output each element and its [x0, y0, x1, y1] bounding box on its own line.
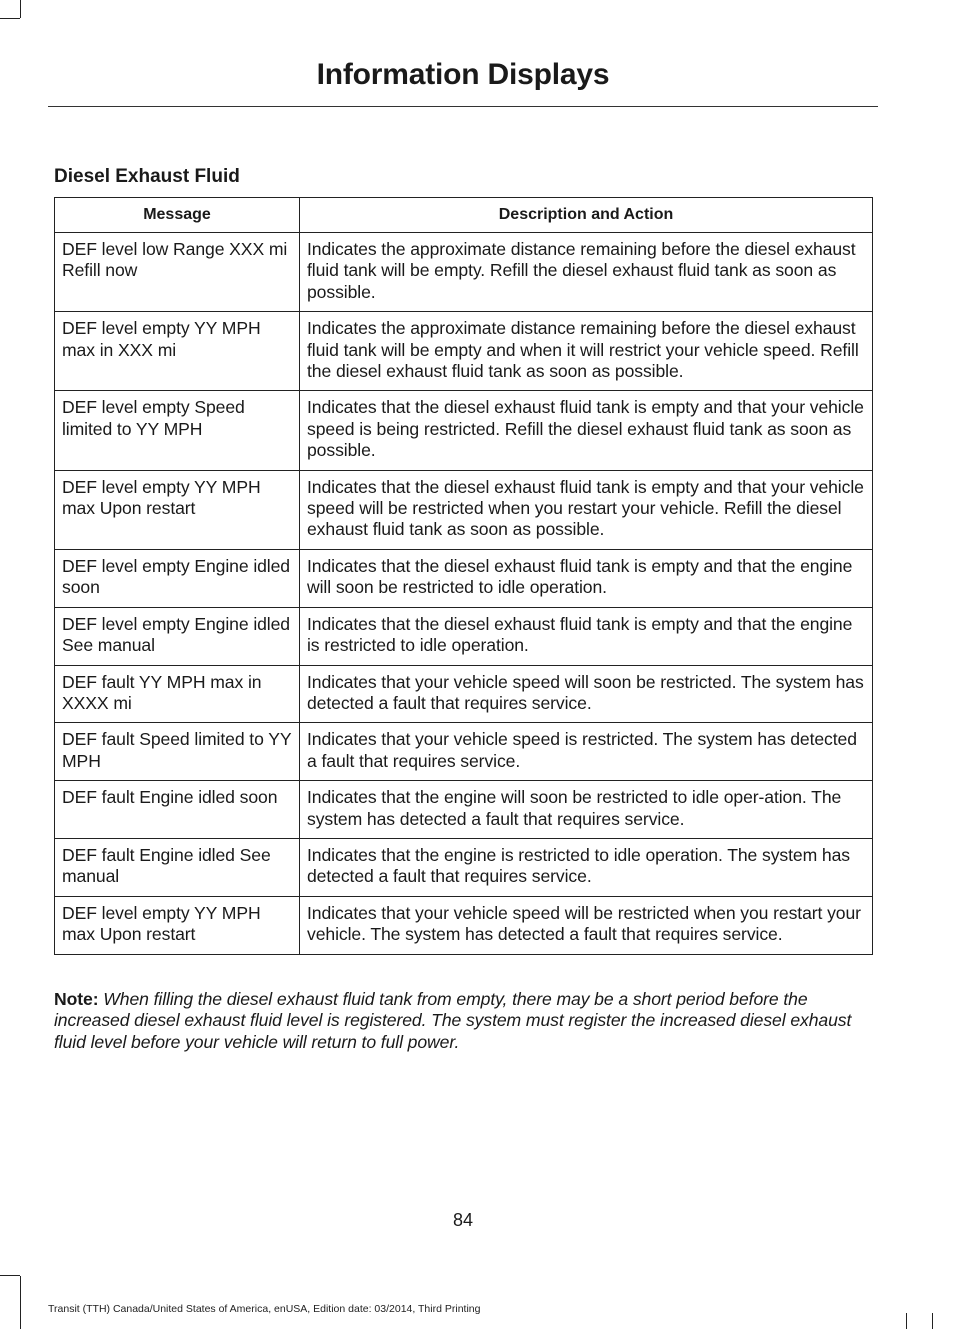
page-title: Information Displays [316, 58, 610, 91]
message-cell: DEF level empty Engine idled soon [55, 549, 300, 607]
note-text: When filling the diesel exhaust fluid tank from empty, there may be a short period before the increased diesel exhaust fluid level is registered. The system must register the increased diesel exhaust fluid level before your vehicle will return to full power. [54, 989, 852, 1052]
table-row [55, 781, 873, 839]
table-row [55, 665, 873, 723]
message-cell: DEF fault Engine idled See manual [55, 838, 300, 896]
table-row [55, 391, 873, 470]
table-row [55, 607, 873, 665]
message-cell: DEF fault YY MPH max in XXXX mi [55, 665, 300, 723]
table-row [55, 549, 873, 607]
table-row [55, 233, 873, 312]
page-number: 84 [452, 1210, 474, 1230]
description-cell: Indicates that your vehicle speed is restricted. The system has detected a fault that requires service. [300, 723, 873, 781]
crop-mark-bottom-right-vertical [906, 1313, 907, 1329]
note-paragraph [54, 989, 872, 1053]
description-cell: Indicates that the diesel exhaust fluid tank is empty and that the engine is restricted to idle operation. [300, 607, 873, 665]
column-header-description: Description and Action [300, 198, 873, 233]
table-row [55, 896, 873, 954]
table-header-row [55, 198, 873, 233]
table-row [55, 723, 873, 781]
description-cell: Indicates that the diesel exhaust fluid tank is empty and that the engine will soon be restricted to idle operation. [300, 549, 873, 607]
table-row [55, 838, 873, 896]
message-cell: DEF fault Speed limited to YY MPH [55, 723, 300, 781]
description-cell: Indicates the approximate distance remaining before the diesel exhaust fluid tank will be empty. Refill the diesel exhaust fluid tank as soon as possible. [300, 233, 873, 312]
def-message-table [54, 197, 873, 955]
description-cell: Indicates that the diesel exhaust fluid tank is empty and that your vehicle speed will be restricted when you restart your vehicle. Refill the diesel exhaust fluid tank as soon as possible. [300, 470, 873, 549]
message-cell: DEF level empty Speed limited to YY MPH [55, 391, 300, 470]
description-cell: Indicates that your vehicle speed will soon be restricted. The system has detected a fault that requires service. [300, 665, 873, 723]
message-cell: DEF level empty YY MPH max Upon restart [55, 896, 300, 954]
crop-mark-bottom-left-vertical [20, 1276, 21, 1329]
message-cell: DEF level empty YY MPH max Upon restart [55, 470, 300, 549]
crop-mark-bottom-right-vertical-2 [932, 1313, 933, 1329]
description-cell: Indicates that the engine will soon be restricted to idle oper-ation. The system has detected a fault that requires service. [300, 781, 873, 839]
note-label: Note: [54, 989, 99, 1009]
title-divider [48, 106, 878, 107]
description-cell: Indicates that the engine is restricted to idle operation. The system has detected a fault that requires service. [300, 838, 873, 896]
crop-mark-top-left-horizontal [0, 18, 20, 19]
column-header-message: Message [55, 198, 300, 233]
edition-footer: Transit (TTH) Canada/United States of America, enUSA, Edition date: 03/2014, Third Printing [48, 1303, 481, 1315]
description-cell: Indicates that the diesel exhaust fluid tank is empty and that your vehicle speed is being restricted. Refill the diesel exhaust fluid tank as soon as possible. [300, 391, 873, 470]
message-cell: DEF level empty Engine idled See manual [55, 607, 300, 665]
description-cell: Indicates that your vehicle speed will be restricted when you restart your vehicle. The system has detected a fault that requires service. [300, 896, 873, 954]
message-cell: DEF level empty YY MPH max in XXX mi [55, 312, 300, 391]
crop-mark-bottom-left-horizontal [0, 1275, 20, 1276]
description-cell: Indicates the approximate distance remaining before the diesel exhaust fluid tank will be empty and when it will restrict your vehicle speed. Refill the diesel exhaust fluid tank as soon as possible. [300, 312, 873, 391]
table-row [55, 312, 873, 391]
message-cell: DEF level low Range XXX mi Refill now [55, 233, 300, 312]
table-row [55, 470, 873, 549]
message-cell: DEF fault Engine idled soon [55, 781, 300, 839]
crop-mark-top-left-vertical [20, 0, 21, 18]
section-heading: Diesel Exhaust Fluid [54, 166, 240, 187]
